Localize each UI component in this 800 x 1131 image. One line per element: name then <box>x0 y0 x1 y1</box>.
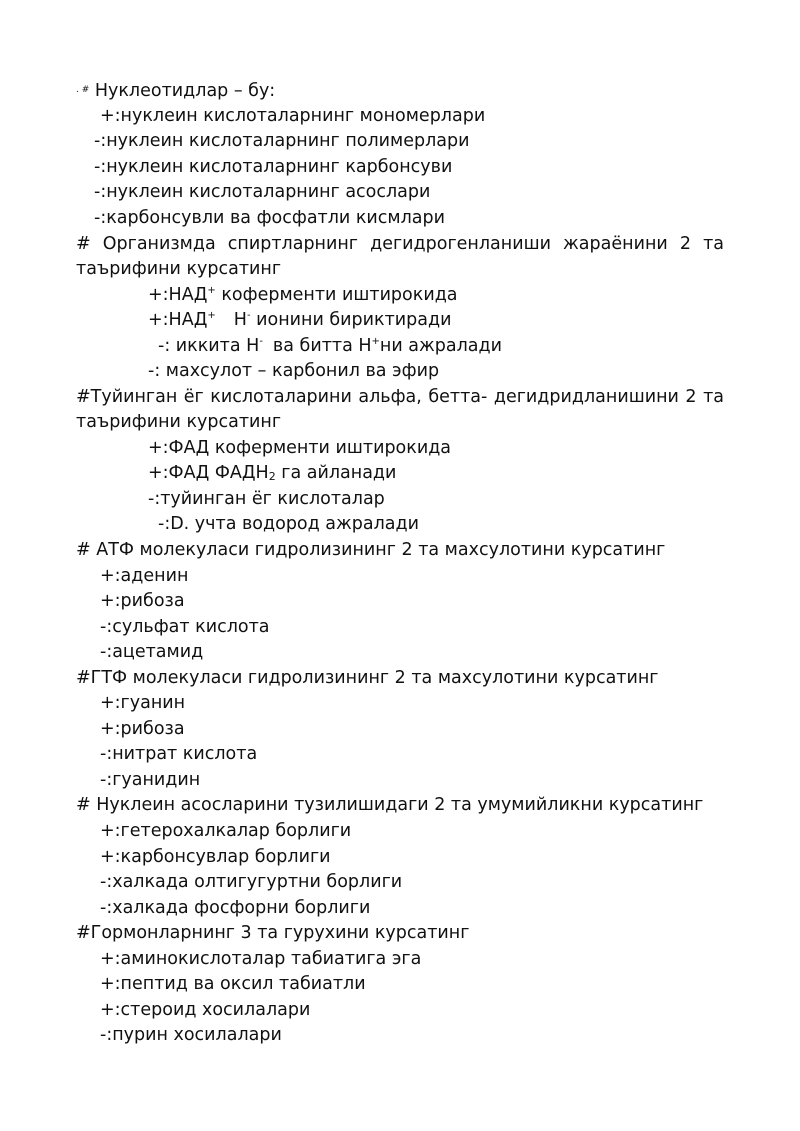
answer-option: -:пурин хосилалари <box>100 1025 282 1045</box>
answer-option: +:гетерохалкалар борлиги <box>100 821 352 841</box>
answer-option: +:ФАД коферменти иштирокида <box>148 438 452 458</box>
answer-option: -:гуанидин <box>100 770 201 790</box>
question-3-title-line-1: #Туйинган ёг кислоталарини альфа, бетта- дегидридланишини 2 та <box>76 387 724 407</box>
answer-option: +:рибоза <box>100 719 185 739</box>
answer-option: -: иккита H- ва битта H+ни ажралади <box>158 336 503 356</box>
answer-option: -:нуклеин кислоталарнинг карбонсуви <box>94 157 453 177</box>
question-2-title-line-2: таърифини курсатинг <box>76 259 282 279</box>
answer-option: -:нуклеин кислоталарнинг полимерлари <box>94 131 470 151</box>
answer-option: -:халкада фосфорни борлиги <box>100 898 371 918</box>
answer-option: +:пептид ва оксил табиатли <box>100 974 366 994</box>
answer-option: +:стероид хосилалари <box>100 1000 311 1020</box>
question-7-title: #Гормонларнинг 3 та гурухини курсатинг <box>76 923 470 943</box>
question-2-title-line-1: # Организмда спиртларнинг дегидрогенланиши жараёнини 2 та <box>76 234 724 254</box>
answer-option: -:сульфат кислота <box>100 617 270 637</box>
answer-option: -: махсулот – карбонил ва эфир <box>148 361 440 381</box>
question-1-title <box>76 78 724 103</box>
question-6-title: # Нуклеин асосларини тузилишидаги 2 та умумийликни курсатинг <box>76 795 704 815</box>
question-3-title-line-2: таърифини курсатинг <box>76 412 282 432</box>
answer-option: +:рибоза <box>100 591 185 611</box>
answer-option: +:нуклеин кислоталарнинг мономерлари <box>100 106 486 126</box>
question-marker: . # <box>76 85 90 95</box>
answer-option: +:аминокислоталар табиатига эга <box>100 949 422 969</box>
question-4-title: # АТФ молекуласи гидролизининг 2 та махсулотини курсатинг <box>76 540 666 560</box>
answer-option: +:ФАД $ФАДН_2$ га айланади <box>148 463 397 483</box>
answer-option: -:ацетамид <box>100 642 204 662</box>
answer-option: +:аденин <box>100 566 189 586</box>
answer-option: -:нитрат кислота <box>100 744 258 764</box>
answer-option: -:нуклеин кислоталарнинг асослари <box>94 182 431 202</box>
answer-option: -:халкада олтигугуртни борлиги <box>100 872 403 892</box>
question-5-title: #ГТФ молекуласи гидролизининг 2 та махсулотини курсатинг <box>76 668 659 688</box>
question-text: Нуклеотидлар – бу: <box>94 81 276 101</box>
answer-option: +:НАД+ H- ионини бириктиради <box>148 310 452 330</box>
answer-option: +:карбонсувлар борлиги <box>100 847 331 867</box>
answer-option: -:карбонсувли ва фосфатли кисмлари <box>94 208 446 228</box>
answer-option: -:D. учта водород ажралади <box>158 514 419 534</box>
answer-option: -:туйинган ёг кислоталар <box>148 489 385 509</box>
answer-option: +:НАД+ коферменти иштирокида <box>148 285 458 305</box>
answer-option: +:гуанин <box>100 693 186 713</box>
